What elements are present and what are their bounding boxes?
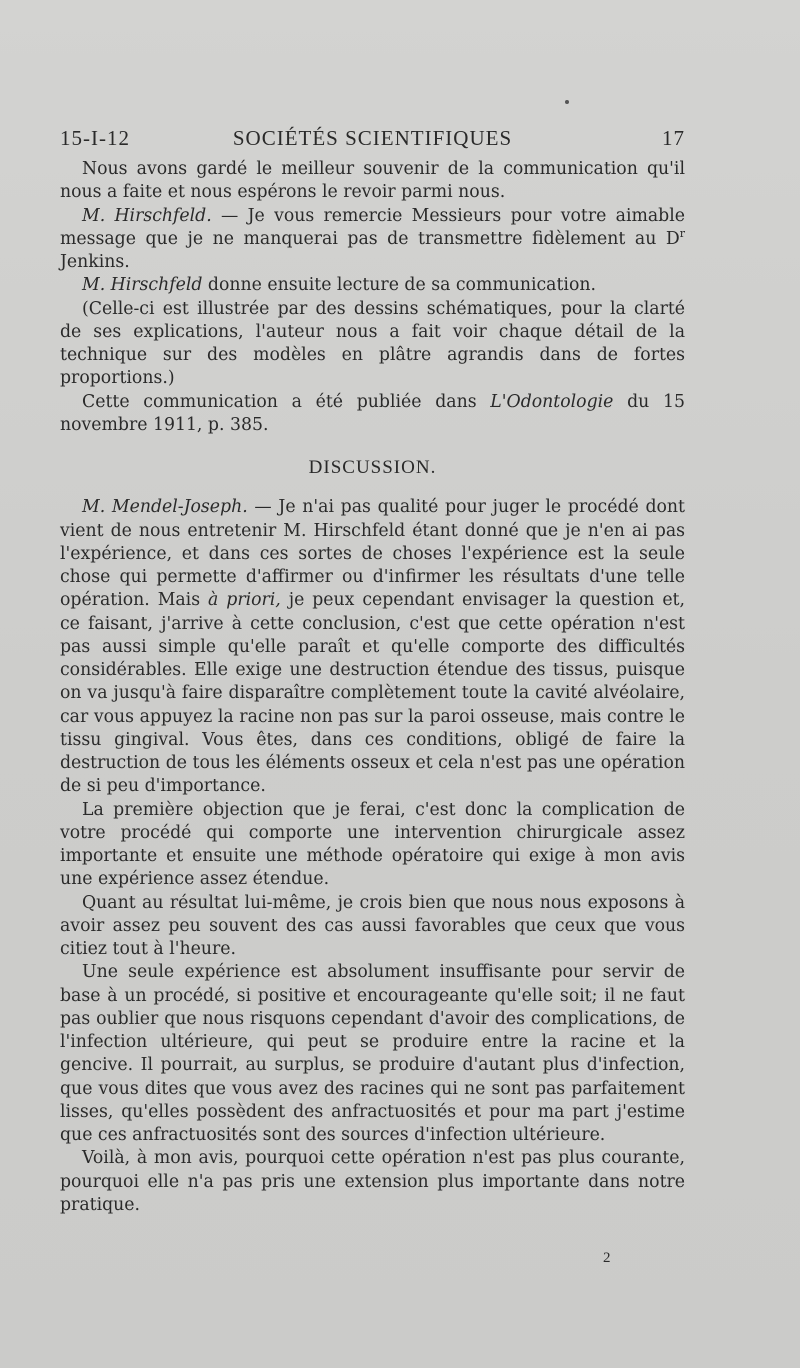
page-number: 17 xyxy=(662,126,685,150)
header-title: SOCIÉTÉS SCIENTIFIQUES xyxy=(232,126,513,150)
speaker-name: M. Hirschfeld. xyxy=(82,205,212,226)
page-body xyxy=(60,158,685,1217)
paragraph-7: La première objection que je ferai, c'est donc la complication de votre procédé qui comporte une intervention chirurgicale assez importante et ensuite une méthode opératoire qui exige à mon avis une expérience assez étendue. xyxy=(60,799,685,890)
journal-title: L'Odontologie xyxy=(490,391,614,412)
paragraph-9: Une seule expérience est absolument insuffisante pour servir de base à un procédé, si positive et encourageante qu'elle soit; il ne faut pas oublier que nous risquons cependant d'avoir des complications, de l'infection ultérieure, qui peut se produire entre la racine et la gencive. Il pourrait, au surplus, se produire d'autant plus d'infection, que vous dites que vous avez des racines qui ne sont pas parfaitement lisses, qu'elles possèdent des anfractuosités et pour ma part j'estime que ces anfractuosités sont des sources d'infection ultérieure. xyxy=(60,962,685,1145)
paragraph-5: Cette communication a été publiée dans L'Odontologie du 15 novembre 1911, p. 385. xyxy=(60,391,685,435)
speaker-name: M. Hirschfeld xyxy=(82,275,203,296)
paragraph-8: Quant au résultat lui-même, je crois bien que nous nous exposons à avoir assez peu souvent des cas aussi favorables que ceux que vous citiez tout à l'heure. xyxy=(60,892,685,959)
paragraph-3: M. Hirschfeld donne ensuite lecture de sa communication. xyxy=(82,275,596,296)
paragraph-2: M. Hirschfeld. — Je vous remercie Messieurs pour votre aimable message que je ne manquerai pas de transmettre fidèlement au $D^r$ Jenkins. xyxy=(60,205,685,272)
signature-mark: 2 xyxy=(603,1250,611,1266)
header-date: 15-I-12 xyxy=(60,126,130,150)
paragraph-6: M. Mendel-Joseph. — Je n'ai pas qualité pour juger le procédé dont vient de nous entretenir M. Hirschfeld étant donné que je n'en ai pas l'expérience, et dans ces sortes de choses l'expérience est la seule chose qui permette d'affirmer ou d'infirmer les résultats d'une telle opération. Mais à priori, je peux cependant envisager la question et, ce faisant, j'arrive à cette conclusion, c'est que cette opération n'est pas aussi simple qu'elle paraît et qu'elle comporte des difficultés considérables. Elle exige une destruction étendue des tissus, puisque on va jusqu'à faire disparaître complètement toute la cavité alvéolaire, car vous appuyez la racine non pas sur la paroi osseuse, mais contre le tissu gingival. Vous êtes, dans ces conditions, obligé de faire la destruction de tous les éléments osseux et cela n'est pas une opération de si peu d'importance. xyxy=(60,497,685,797)
paragraph-4: (Celle-ci est illustrée par des dessins schématiques, pour la clarté de ses explications, l'auteur nous a fait voir chaque détail de la technique sur des modèles en plâtre agrandis dans de fortes proportions.) xyxy=(60,298,685,389)
ink-speck xyxy=(565,100,569,104)
speaker-name: M. Mendel-Joseph. xyxy=(82,497,248,518)
paragraph-1: Nous avons gardé le meilleur souvenir de la communication qu'il nous a faite et nous espérons le revoir parmi nous. xyxy=(60,159,685,203)
section-heading: DISCUSSION. xyxy=(308,457,437,478)
paragraph-10: Voilà, à mon avis, pourquoi cette opération n'est pas plus courante, pourquoi elle n'a pas pris une extension plus importante dans notre pratique. xyxy=(60,1148,685,1215)
running-header xyxy=(60,126,685,154)
